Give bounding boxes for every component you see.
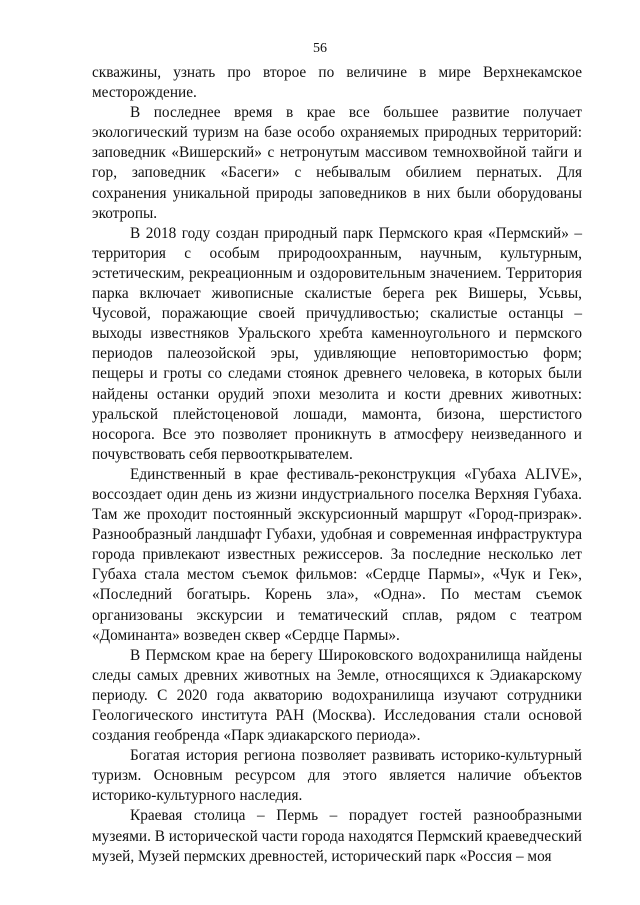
paragraph-2: В последнее время в крае все большее развитие получает экологический туризм на базе особо охраняемых природных территорий: заповедник «Вишерский» с нетронутым массивом темнохвойной тайги и гор, заповедник «Басеги» с небывалым обилием пернатых. Для сохранения уникальной природы заповедников в них были оборудованы экотропы.	[92, 104, 582, 222]
paragraph-4: Единственный в крае фестиваль-реконструкция «Губаха ALIVE», воссоздает один день из жизни индустриального поселка Верхняя Губаха. Там же проходит постоянный экскурсионный маршрут «Город-призрак». Разнообразный ландшафт Губахи, удобная и современная инфраструктура города привлекают известных режиссеров. За последние несколько лет Губаха стала местом съемок фильмов: «Сердце Пармы», «Чук и Гек», «Последний богатырь. Корень зла», «Одна». По местам съемок организованы экскурсии и тематический сплав, рядом с театром «Доминанта» возведен сквер «Сердце Пармы».	[92, 465, 582, 644]
paragraph-6: Богатая история региона позволяет развивать историко-культурный туризм. Основным ресурсом для этого является наличие объектов историко-культурного наследия.	[92, 747, 582, 805]
paragraph-5: В Пермском крае на берегу Широковского водохранилища найдены следы самых древних животных на Земле, относящихся к Эдиакарскому периоду. С 2020 года акваторию водохранилища изучают сотрудники Геологического института РАН (Москва). Исследования стали основой создания геобренда «Парк эдиакарского периода».	[92, 646, 582, 745]
document-body	[92, 63, 582, 867]
page-number: 56	[313, 41, 327, 56]
paragraph-1: скважины, узнать про второе по величине в мире Верхнекамское месторождение.	[92, 64, 582, 102]
paragraph-7: Краевая столица – Пермь – порадует гостей разнообразными музеями. В исторической части города находятся Пермский краеведческий музей, Музей пермских древностей, исторический парк «Россия – моя	[92, 807, 582, 865]
paragraph-3: В 2018 году создан природный парк Пермского края «Пермский» – территория с особым природоохранным, научным, культурным, эстетическим, рекреационным и оздоровительным значением. Территория парка включает живописные скалистые берега рек Вишеры, Усьвы, Чусовой, поражающие своей причудливостью; скалистые останцы – выходы известняков Уральского хребта каменноугольного и пермского периодов палеозойской эры, удивляющие неповторимостью форм; пещеры и гроты со следами стоянок древнего человека, в которых были найдены останки орудий эпохи мезолита и кости древних животных: уральской плейстоценовой лошади, мамонта, бизона, шерстистого носорога. Все это позволяет проникнуть в атмосферу неизведанного и почувствовать себя первооткрывателем.	[92, 224, 582, 463]
